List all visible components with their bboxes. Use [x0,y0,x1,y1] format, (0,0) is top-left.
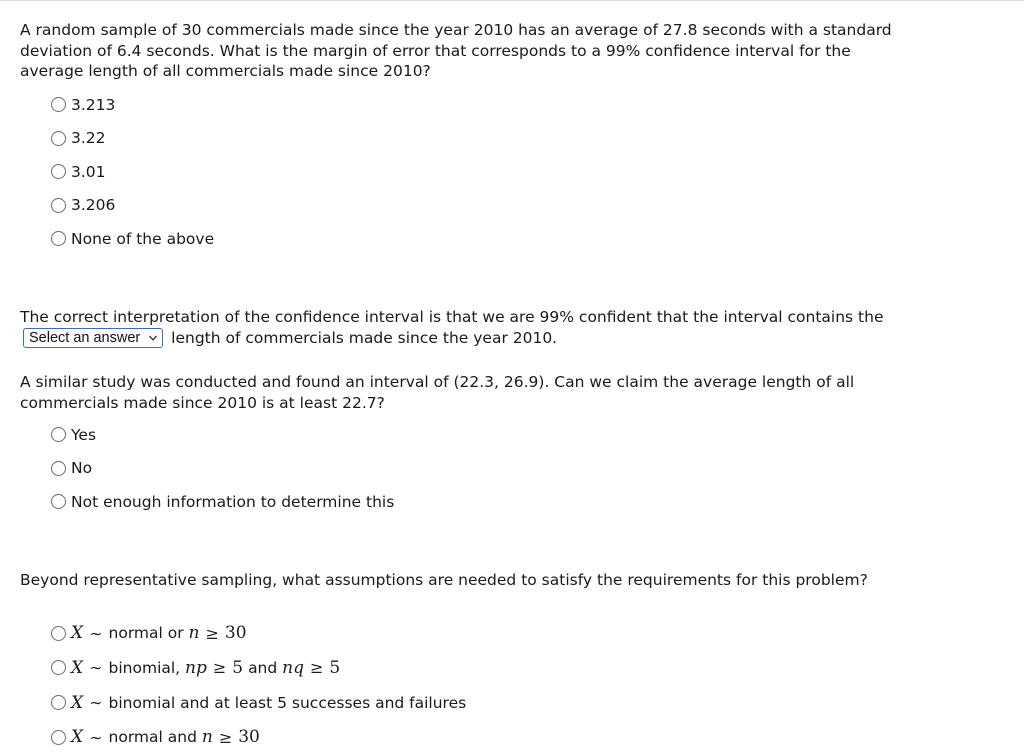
math-variable: X [71,657,84,678]
select-label: Select an answer [29,329,141,346]
radio-button[interactable] [51,626,66,641]
question-2-text-before: The correct interpretation of the confidence interval is that we are 99% confident that the interval contains the [20,308,884,326]
option-label: normal or [108,624,184,642]
question-1-option[interactable] [51,189,214,223]
math-variable: X [71,623,84,643]
answer-select-dropdown[interactable] [23,328,163,348]
math-variable: X [71,692,84,713]
radio-button[interactable] [51,231,66,246]
question-4-option[interactable] [51,685,466,720]
radio-button[interactable] [51,198,66,213]
question-2-text [20,307,900,348]
math-number: 5 [232,657,244,678]
option-label: 3.213 [71,95,116,114]
math-variable: n [201,727,213,747]
option-label: normal and [108,728,197,746]
option-label: 3.22 [71,129,106,148]
math-operator: ≥ [310,658,324,677]
option-label: None of the above [71,229,215,248]
option-label: and [248,658,278,677]
radio-button[interactable] [51,164,66,179]
option-label: binomial and at least 5 successes and failures [108,693,467,712]
question-3-text: A similar study was conducted and found an interval of (22.3, 26.9). Can we claim the average length of all commercials made since 2010 is at least 22.7? [20,373,855,412]
question-4-text: Beyond representative sampling, what assumptions are needed to satisfy the requirements for this problem? [20,571,868,589]
option-label: 3.01 [71,162,106,181]
question-3-option[interactable] [51,485,394,519]
question-1-option[interactable] [51,88,214,122]
math-operator: ≥ [212,658,227,677]
question-3-option[interactable] [51,452,394,486]
math-number: 5 [329,657,341,678]
math-variable: X [71,727,84,747]
question-2-text-after: length of commercials made since the year 2010. [171,328,558,347]
math-operator: ≥ [205,623,219,643]
question-1-option[interactable] [51,155,214,189]
math-number: 30 [224,623,247,643]
math-number: 30 [238,727,260,747]
question-3-options [20,418,394,519]
math-operator: ∼ [89,623,103,643]
option-label: Not enough information to determine this [71,492,395,511]
option-label: 3.206 [71,196,116,215]
radio-button[interactable] [51,660,66,675]
option-label: binomial, [108,658,181,677]
question-1-options [20,88,214,256]
math-operator: ≥ [218,727,233,747]
top-divider [0,0,1024,1]
math-operator: ∼ [89,727,103,747]
math-operator: ∼ [89,693,103,712]
question-4-options [20,616,466,754]
question-4-option[interactable] [51,650,466,685]
option-label: No [71,459,93,478]
question-1-text: A random sample of 30 commercials made since the year 2010 has an average of 27.8 seconds with a standard deviation of 6.4 seconds. What is the margin of error that corresponds to a 99% confidence interval for the average length of all commercials made since 2010? [20,21,892,80]
radio-button[interactable] [51,494,66,509]
question-3-option[interactable] [51,418,394,452]
radio-button[interactable] [51,97,66,112]
chevron-down-icon [148,333,158,343]
question-1-option[interactable] [51,122,214,156]
radio-button[interactable] [51,695,66,710]
question-4-option[interactable] [51,616,466,650]
radio-button[interactable] [51,461,66,476]
radio-button[interactable] [51,131,66,146]
math-variable: n [188,623,200,643]
radio-button[interactable] [51,730,66,745]
radio-button[interactable] [51,427,66,442]
math-variable: np [185,657,207,678]
option-label: Yes [71,425,97,444]
math-operator: ∼ [89,658,103,677]
math-variable: nq [282,657,305,678]
question-1-option[interactable] [51,222,214,256]
